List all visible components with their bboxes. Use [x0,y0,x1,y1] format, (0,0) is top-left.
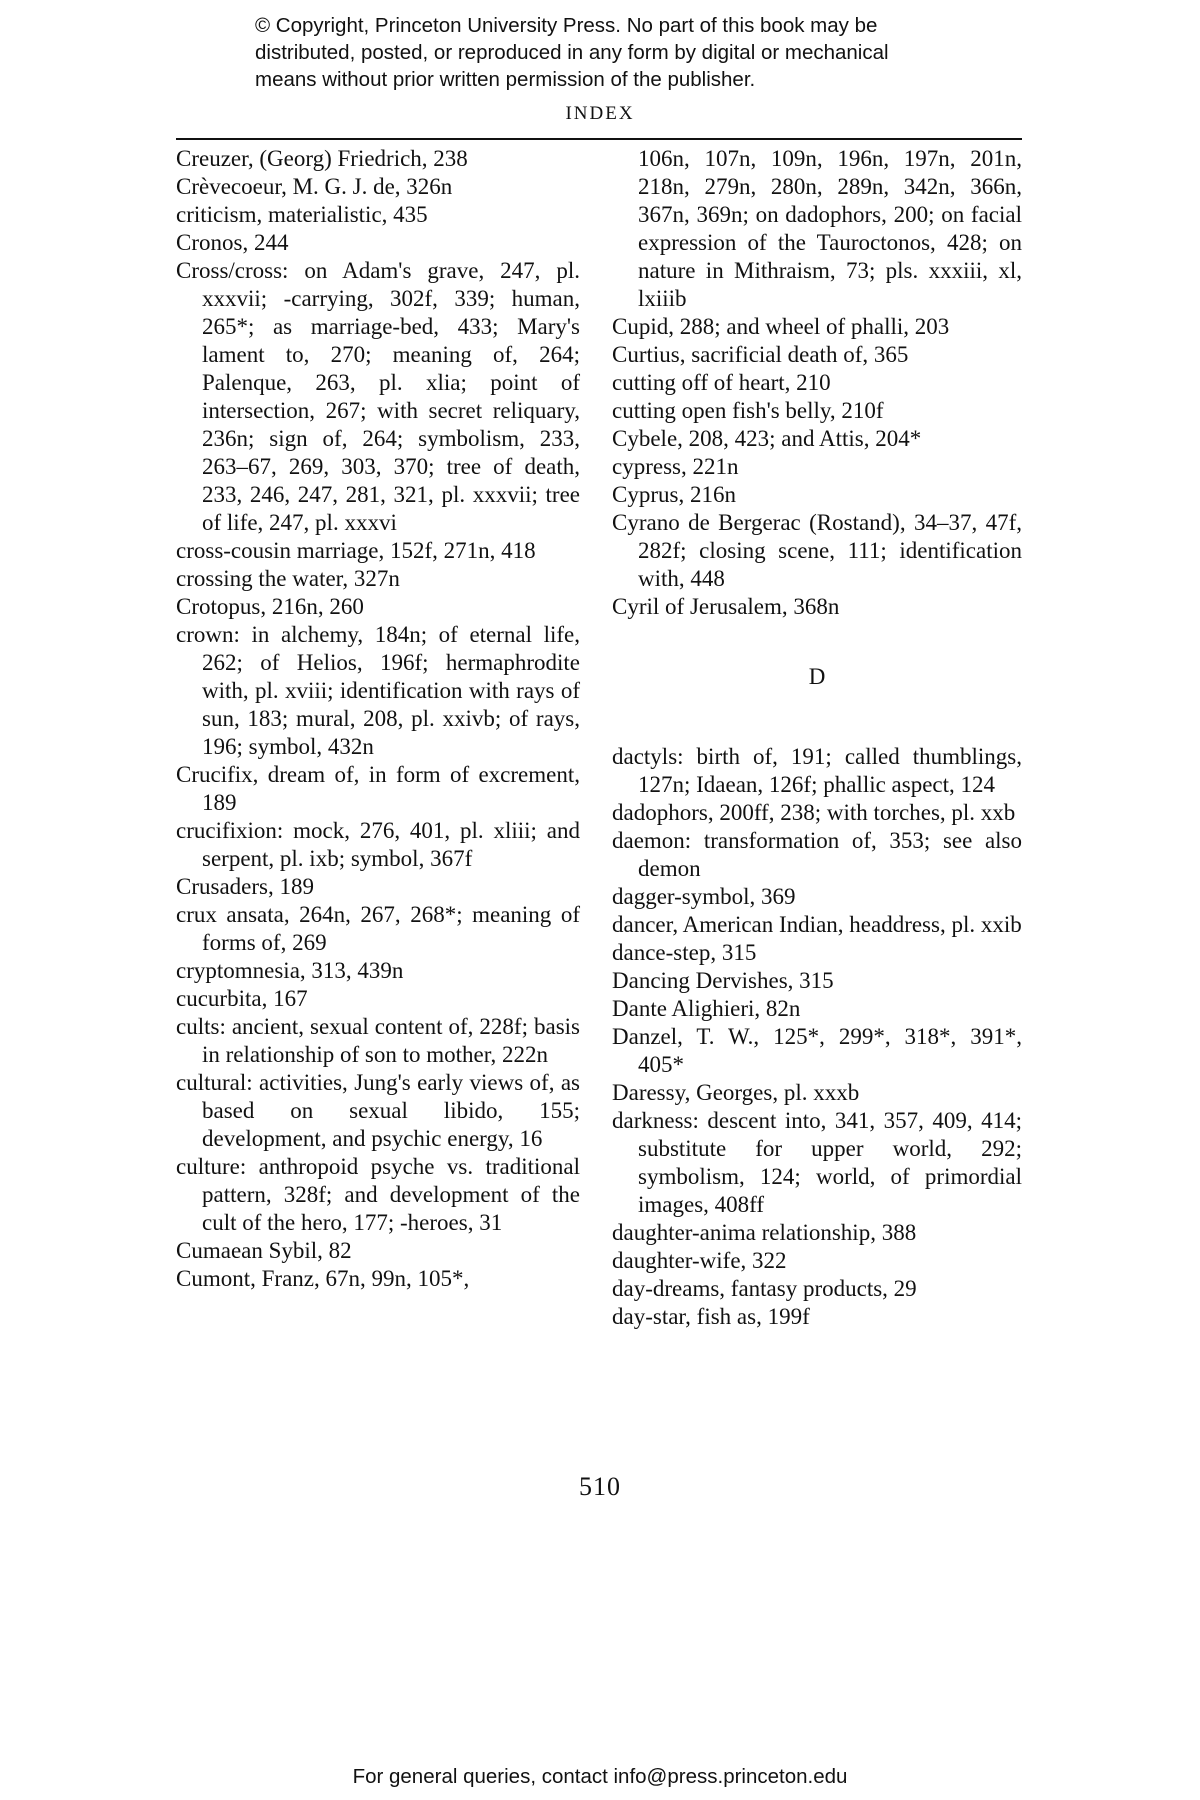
index-entry: Cyprus, 216n [612,482,736,507]
index-entry: cypress, 221n [612,454,739,479]
index-entry: Crucifix, dream of, in form of excrement, 189 [176,762,580,815]
index-entry: day-star, fish as, 199f [612,1304,810,1329]
index-entry: daughter-anima relationship, 388 [612,1220,917,1245]
index-entry: Cumont, Franz, 67n, 99n, 105*, [176,1266,470,1291]
index-entry: Crèvecoeur, M. G. J. de, 326n [176,174,453,199]
index-entry: dancer, American Indian, headdress, pl. xxib [612,912,1022,937]
index-entry: Daressy, Georges, pl. xxxb [612,1080,860,1105]
index-entry: crucifixion: mock, 276, 401, pl. xliii; and serpent, pl. ixb; symbol, 367f [176,818,580,871]
index-entry: Creuzer, (Georg) Friedrich, 238 [176,146,468,171]
header-rule [176,138,1022,140]
footer-contact: For general queries, contact info@press.princeton.edu [352,1765,848,1788]
index-entry: Cybele, 208, 423; and Attis, 204* [612,426,922,451]
index-column-left [176,145,580,1293]
index-entry: crossing the water, 327n [176,566,400,591]
index-entry: Cronos, 244 [176,230,289,255]
index-entry: crown: in alchemy, 184n; of eternal life, 262; of Helios, 196f; hermaphrodite with, pl. xviii; identification with rays of sun, 183; mural, 208, pl. xxivb; of rays, 196; symbol, 432n [176,622,580,759]
index-entry: Crotopus, 216n, 260 [176,594,364,619]
index-entry: dance-step, 315 [612,940,757,965]
index-entry: Dante Alighieri, 82n [612,996,801,1021]
index-entry: cucurbita, 167 [176,986,308,1011]
index-entry: crux ansata, 264n, 267, 268*; meaning of forms of, 269 [176,902,580,955]
index-entry: cultural: activities, Jung's early views of, as based on sexual libido, 155; development, and psychic energy, 16 [176,1070,580,1151]
index-entry: darkness: descent into, 341, 357, 409, 414; substitute for upper world, 292; symbolism, 124; world, of primordial images, 408ff [612,1108,1022,1217]
index-entry: cutting open fish's belly, 210f [612,398,884,423]
index-entry: Danzel, T. W., 125*, 299*, 318*, 391*, 405* [612,1024,1022,1077]
index-entry: culture: anthropoid psyche vs. traditional pattern, 328f; and development of the cult of the hero, 177; -heroes, 31 [176,1154,580,1235]
index-column-right [612,145,1022,1331]
index-entry: Crusaders, 189 [176,874,314,899]
section-letter: D [808,664,826,689]
index-entry: Cyrano de Bergerac (Rostand), 34–37, 47f, 282f; closing scene, 111; identification with, 448 [612,510,1022,591]
index-entry: daemon: transformation of, 353; see also demon [612,828,1022,881]
page-number: 510 [579,1472,621,1501]
index-entry: cross-cousin marriage, 152f, 271n, 418 [176,538,536,563]
index-entry-continuation: 106n, 107n, 109n, 196n, 197n, 201n, 218n, 279n, 280n, 289n, 342n, 366n, 367n, 369n; on dadophors, 200; on facial expression of the Tauroctonos, 428; on nature in Mithraism, 73; pls. xxxiii, xl, lxiiib [638,146,1022,311]
copyright-notice: © Copyright, Princeton University Press. No part of this book may be distributed, posted, or reproduced in any form by digital or mechanical means without prior written permission of the publisher. [255,14,889,91]
index-entry: day-dreams, fantasy products, 29 [612,1276,917,1301]
index-entry: cults: ancient, sexual content of, 228f; basis in relationship of son to mother, 222n [176,1014,580,1067]
index-entry: cutting off of heart, 210 [612,370,831,395]
index-entry: dagger-symbol, 369 [612,884,796,909]
index-entry: Cross/cross: on Adam's grave, 247, pl. xxxvii; -carrying, 302f, 339; human, 265*; as marriage-bed, 433; Mary's lament to, 270; meaning of, 264; Palenque, 263, pl. xlia; point of intersection, 267; with secret reliquary, 236n; sign of, 264; symbolism, 233, 263–67, 269, 303, 370; tree of death, 233, 246, 247, 281, 321, pl. xxxvii; tree of life, 247, pl. xxxvi [176,258,580,535]
index-entry: cryptomnesia, 313, 439n [176,958,404,983]
index-entry: Cumaean Sybil, 82 [176,1238,352,1263]
index-entry: Dancing Dervishes, 315 [612,968,834,993]
index-entry: dactyls: birth of, 191; called thumblings, 127n; Idaean, 126f; phallic aspect, 124 [612,744,1022,797]
running-head: INDEX [565,103,635,124]
index-entry: Cupid, 288; and wheel of phalli, 203 [612,314,950,339]
index-entry: dadophors, 200ff, 238; with torches, pl. xxb [612,800,1016,825]
index-entry: criticism, materialistic, 435 [176,202,428,227]
index-entry: Cyril of Jerusalem, 368n [612,594,840,619]
index-entry: Curtius, sacrificial death of, 365 [612,342,909,367]
index-entry: daughter-wife, 322 [612,1248,787,1273]
